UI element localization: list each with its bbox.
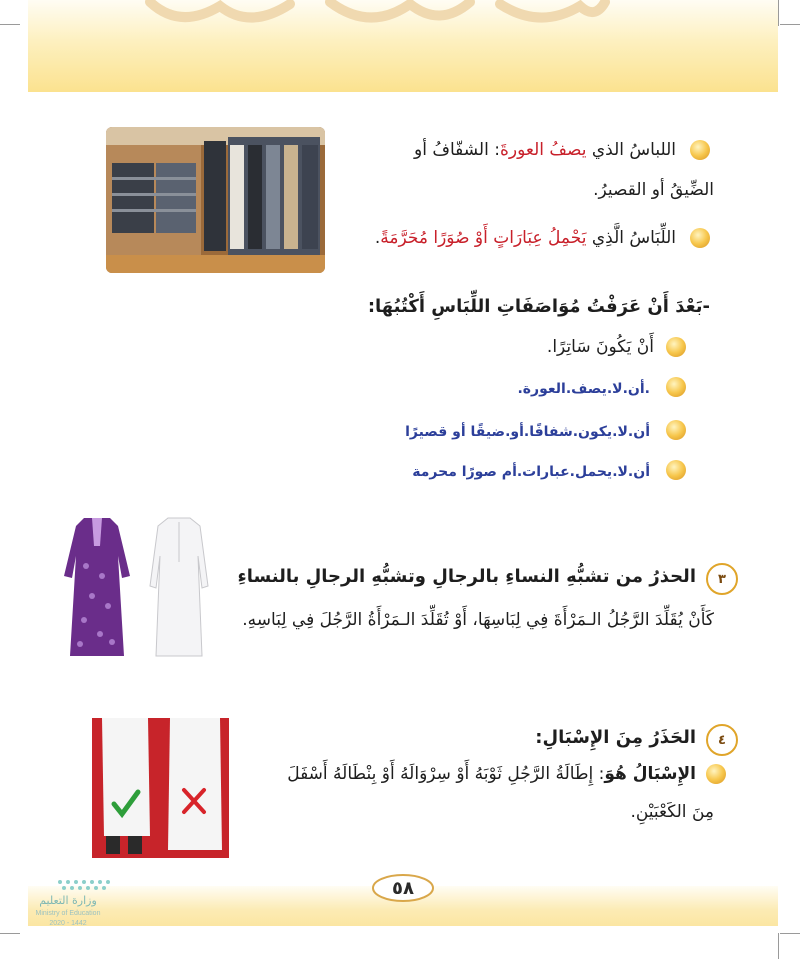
section3-title: الحذرُ من تشبُّهِ النساءِ بالرجالِ وتشبُّهِ الرجالِ بالنساءِ xyxy=(237,566,696,587)
crop-mark xyxy=(778,933,779,959)
crop-mark xyxy=(0,24,20,25)
bullet-icon xyxy=(706,764,726,784)
white-thobe-image xyxy=(148,516,210,658)
item1-line2: الضِّيقُ أو القصيرُ. xyxy=(593,180,714,200)
bullet-icon xyxy=(690,228,710,248)
page-number: ٥٨ xyxy=(392,877,414,899)
section3-text: كَأَنْ يُقَلِّدَ الرَّجُلُ الـمَرْأَةَ فِي لِبَاسِهَا، أَوْ تُقَلِّدَ الـمَرْأَةُ الرَّجُلَ فِي لِبَاسِهِ. xyxy=(242,610,714,630)
crop-mark xyxy=(0,933,20,934)
item2-line: اللِّبَاسُ الَّذِي يَحْمِلُ عِبَارَاتٍ أَوْ صُوَرًا مُحَرَّمَةً. xyxy=(374,228,676,248)
bullet-icon xyxy=(666,377,686,397)
crop-mark xyxy=(780,933,800,934)
bullet-icon xyxy=(666,337,686,357)
thobe-length-comparison-image xyxy=(92,718,229,858)
section4-definition-line2: مِنَ الكَعْبَيْنِ. xyxy=(630,802,714,822)
item1-line1: اللباسُ الذي يصفُ العورةَ: الشفّافُ أو xyxy=(414,140,676,160)
ministry-logo: وزارة التعليم Ministry of Education 2020 - 1442 xyxy=(28,878,128,938)
given-answer: أَنْ يَكُونَ سَاتِرًا. xyxy=(546,337,654,357)
section4-title: الحَذَرُ مِنَ الإِسْبَالِ: xyxy=(535,727,696,748)
ministry-logo-mark xyxy=(56,878,116,892)
crop-mark xyxy=(778,0,779,26)
section4-definition: الإِسْبَالُ هُوَ: إِطَالَةُ الرَّجُلِ ثَوْبَهُ أَوْ سِرْوَالَهُ أَوْ بِنْطَالَهُ أَسْفَلَ xyxy=(287,764,696,784)
section-number-badge: ٤ xyxy=(706,724,738,756)
written-answer-1: .أن.لا.يصف.العورة. xyxy=(517,381,650,397)
written-answer-3: أن.لا.يحمل.عبارات.أم صورًا محرمة xyxy=(412,464,650,480)
written-answer-2: أن.لا.يكون.شفافًا.أو.ضيقًا أو قصيرًا xyxy=(405,424,650,440)
bullet-icon xyxy=(690,140,710,160)
fabric-shop-photo xyxy=(106,127,325,273)
crop-mark xyxy=(780,24,800,25)
purple-dress-image xyxy=(62,516,132,658)
section-number-badge: ٣ xyxy=(706,563,738,595)
question-prompt: -بَعْدَ أَنْ عَرَفْتُ مُوَاصَفَاتِ اللِّبَاسِ أَكْتُبُهَا: xyxy=(367,296,710,317)
bullet-icon xyxy=(666,420,686,440)
top-ornament xyxy=(140,0,610,34)
bullet-icon xyxy=(666,460,686,480)
